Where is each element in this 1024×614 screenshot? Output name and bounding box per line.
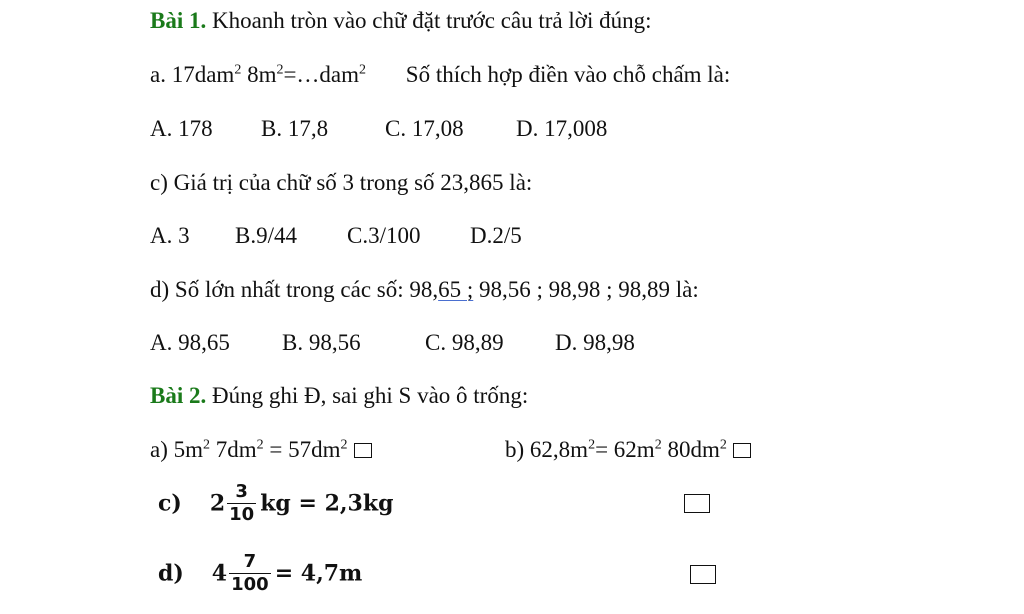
question-a (150, 63, 730, 86)
qd-option-b: B. 98,56 (282, 330, 361, 355)
qd-option-d: D. 98,98 (555, 330, 635, 355)
fraction-7-100 (229, 551, 271, 596)
answer-box-d[interactable] (690, 565, 716, 584)
bai1-instruction: Khoanh tròn vào chữ đặt trước câu trả lời đúng: (206, 8, 652, 33)
qa-tail: Số thích hợp điền vào chỗ chấm là: (405, 62, 731, 87)
b2b-t3: 80dm (661, 437, 720, 462)
b2a-s2: 2 (256, 437, 264, 453)
b2d-num: 7 (229, 551, 271, 574)
qd-text-b: 65 ; (438, 277, 474, 302)
qa-eq: =…dam (283, 62, 360, 87)
b2a-t2: 7dm (210, 437, 257, 462)
qa-option-c: C. 17,08 (385, 116, 464, 141)
bai1-heading (150, 9, 651, 32)
bai2-item-c (158, 481, 393, 526)
qa-sup1: 2 (234, 62, 242, 78)
b2c-num: 3 (227, 481, 256, 504)
b2b-s1: 2 (588, 437, 596, 453)
qc-option-a: A. 3 (150, 223, 190, 248)
b2d-label: d) (158, 560, 184, 587)
bai2-instruction: Đúng ghi Đ, sai ghi S vào ô trống: (206, 383, 529, 408)
qc-option-c: C.3/100 (347, 223, 421, 248)
b2a-s1: 2 (203, 437, 211, 453)
qa-option-a: A. 178 (150, 116, 213, 141)
answer-box-b[interactable] (733, 443, 751, 458)
qd-option-a: A. 98,65 (150, 330, 230, 355)
bai2-label: Bài 2. (150, 383, 207, 408)
bai1-label: Bài 1. (150, 8, 207, 33)
b2a-t1: a) 5m (150, 437, 204, 462)
qc-text: c) Giá trị của chữ số 3 trong số 23,865 là: (150, 170, 533, 195)
b2d-rest: = 4,7m (274, 560, 363, 587)
answer-box-c[interactable] (684, 494, 710, 513)
qa-sup3: 2 (359, 62, 367, 78)
qc-option-b: B.9/44 (235, 223, 297, 248)
bai2-item-b (505, 438, 751, 461)
qd-option-c: C. 98,89 (425, 330, 504, 355)
qa-sup2: 2 (276, 62, 284, 78)
b2c-label: c) (158, 490, 182, 517)
b2d-whole: 4 (211, 560, 228, 587)
b2c-rest: kg = 2,3kg (260, 490, 394, 517)
answer-box-a[interactable] (354, 443, 372, 458)
question-d (150, 278, 699, 301)
qa-prefix: a. 17dam (150, 62, 235, 87)
b2a-t3: = 57dm (263, 437, 341, 462)
bai2-heading (150, 384, 528, 407)
b2c-whole: 2 (209, 490, 226, 517)
qa-option-b: B. 17,8 (261, 116, 329, 141)
bai2-item-d (158, 551, 362, 596)
qd-text-c: 98,56 ; 98,98 ; 98,89 là: (473, 277, 699, 302)
qa-mid: 8m (241, 62, 277, 87)
b2b-s3: 2 (719, 437, 727, 453)
qa-option-d: D. 17,008 (516, 116, 608, 141)
b2c-den: 10 (229, 504, 255, 525)
bai2-item-a (150, 438, 372, 461)
b2a-s3: 2 (340, 437, 348, 453)
fraction-3-10 (227, 481, 256, 526)
b2b-t1: b) 62,8m (505, 437, 589, 462)
b2b-s2: 2 (654, 437, 662, 453)
b2d-den: 100 (231, 574, 269, 595)
qd-text-a: d) Số lớn nhất trong các số: 98, (150, 277, 439, 302)
b2b-t2: = 62m (595, 437, 655, 462)
question-c (150, 171, 532, 194)
qc-option-d: D.2/5 (470, 223, 522, 248)
